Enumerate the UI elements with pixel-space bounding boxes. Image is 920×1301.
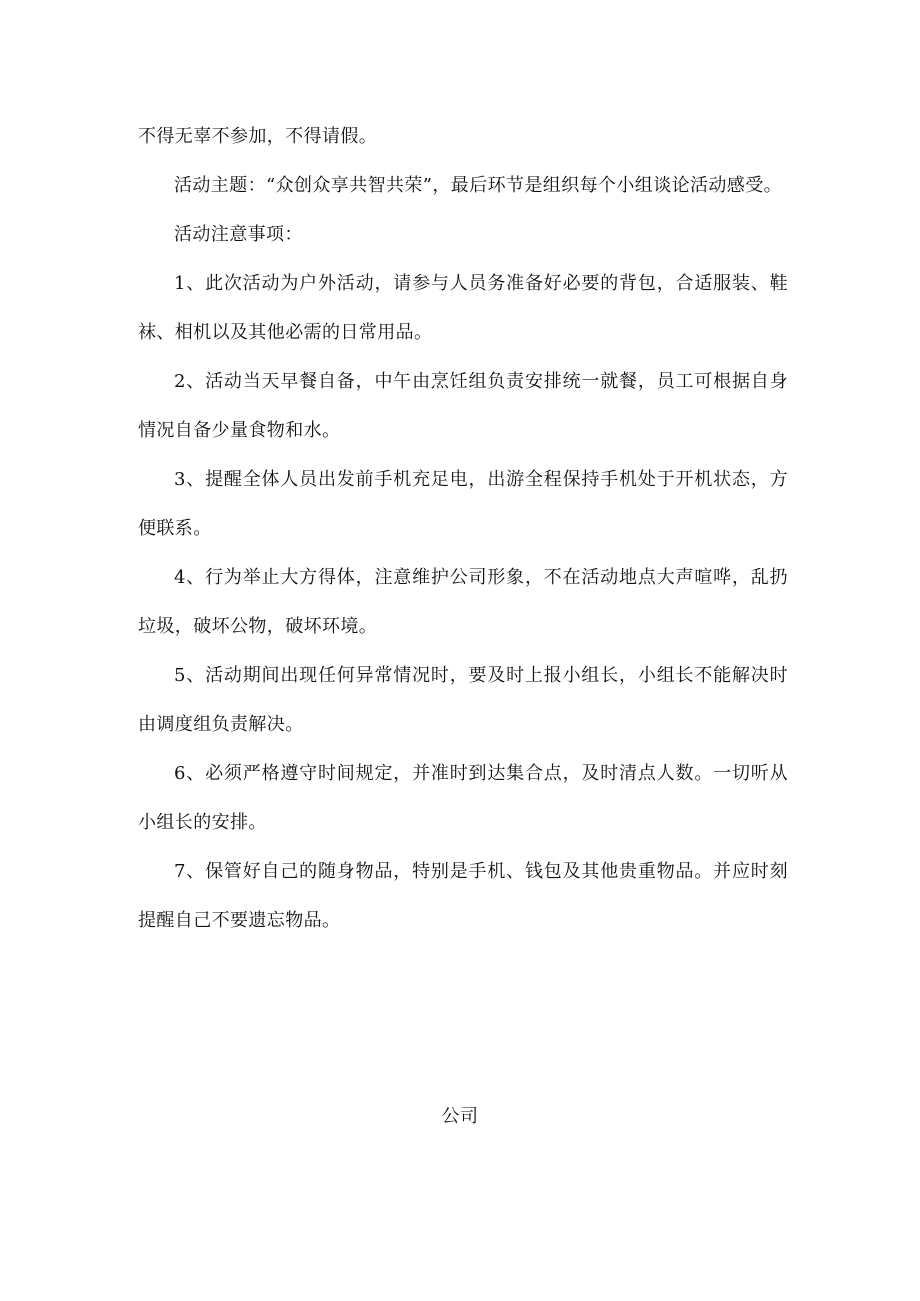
paragraph-note-5: 5、活动期间出现任何异常情况时，要及时上报小组长，小组长不能解决时由调度组负责解决。: [138, 665, 788, 735]
paragraph-note-2: 2、活动当天早餐自备，中午由烹饪组负责安排统一就餐，员工可根据自身情况自备少量食物和水。: [138, 371, 788, 441]
paragraph-note-1: 1、此次活动为户外活动，请参与人员务准备好必要的背包，合适服装、鞋袜、相机以及其他必需的日常用品。: [138, 273, 788, 343]
paragraph-continuation: 不得无辜不参加，不得请假。: [138, 126, 378, 147]
document-body: [138, 112, 788, 945]
signature-company: 公司: [441, 1106, 479, 1127]
paragraph-note-3: 3、提醒全体人员出发前手机充足电，出游全程保持手机处于开机状态，方便联系。: [138, 469, 788, 539]
paragraph-note-7: 7、保管好自己的随身物品，特别是手机、钱包及其他贵重物品。并应时刻提醒自己不要遗忘物品。: [138, 861, 788, 931]
paragraph-activity-theme: 活动主题：“众创众享共智共荣”，最后环节是组织每个小组谈论活动感受。: [174, 175, 783, 196]
paragraph-notes-heading: 活动注意事项：: [174, 224, 303, 245]
paragraph-note-4: 4、行为举止大方得体，注意维护公司形象，不在活动地点大声喧哗，乱扔垃圾，破坏公物，破坏环境。: [138, 567, 788, 637]
paragraph-note-6: 6、必须严格遵守时间规定，并准时到达集合点，及时清点人数。一切听从小组长的安排。: [138, 763, 788, 833]
